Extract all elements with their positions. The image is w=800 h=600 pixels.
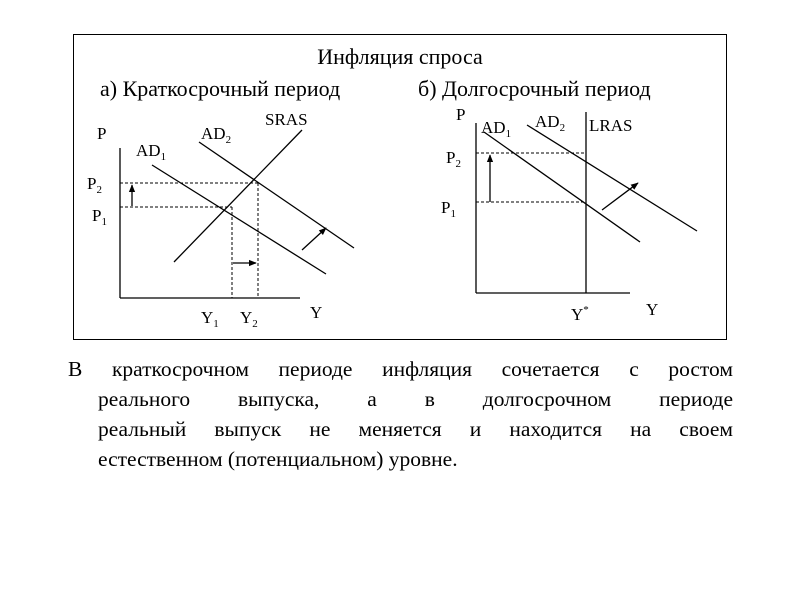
panel-a-ad1-label: $AD_1$: [136, 141, 167, 163]
panel-a-sras-label: SRAS: [265, 110, 308, 129]
paragraph-line-1: В краткосрочном периоде инфляция сочетается с ростом: [68, 357, 733, 381]
diagram-title: Инфляция спроса: [317, 44, 483, 69]
panel-b-ad1-label: $AD_1$: [481, 118, 512, 140]
panel-a-p1-label: $P_1$: [92, 206, 107, 228]
panel-a-label: а) Краткосрочный период: [100, 76, 341, 101]
panel-b-label: б) Долгосрочный период: [418, 76, 651, 101]
paragraph-line-2: реального выпуска, а в долгосрочном периоде: [98, 387, 733, 411]
panel-b-labels: [441, 105, 658, 324]
panel-a-labels: [87, 110, 322, 330]
panel-a-shift-arrow: [302, 228, 326, 250]
explanation-paragraph: [68, 354, 733, 474]
panel-a-p2-label: $P_2$: [87, 174, 102, 196]
panel-b-axis-p: P: [456, 105, 466, 124]
panel-b-ystar-label: Y*: [571, 304, 589, 324]
panel-a-sras-line: [174, 130, 302, 262]
panel-b-lras-label: LRAS: [589, 116, 633, 135]
panel-b-ad2-label: $AD_2$: [535, 112, 566, 134]
panel-a-axis-p: P: [97, 124, 107, 143]
panel-a-ad2-line: [199, 142, 354, 248]
panel-a-ad2-label: $AD_2$: [201, 124, 232, 146]
paragraph-line-4: естественном (потенциальном) уровне.: [98, 447, 458, 471]
paragraph-line-3: реальный выпуск не меняется и находится на своем: [98, 417, 733, 441]
panel-b-p2-label: $P_2$: [446, 148, 461, 170]
panel-b-shift-arrow: [602, 183, 638, 210]
panel-a-y1-label: $Y_1$: [201, 308, 219, 330]
panel-b-p1-label: $P_1$: [441, 198, 456, 220]
panel-b-axis-y: Y: [646, 300, 659, 319]
panel-a-axis-y: Y: [310, 303, 323, 322]
panel-b-ad2-line: [527, 125, 697, 231]
panel-a-y2-label: $Y_2$: [240, 308, 258, 330]
panel-b-ad1-line: [484, 132, 640, 242]
